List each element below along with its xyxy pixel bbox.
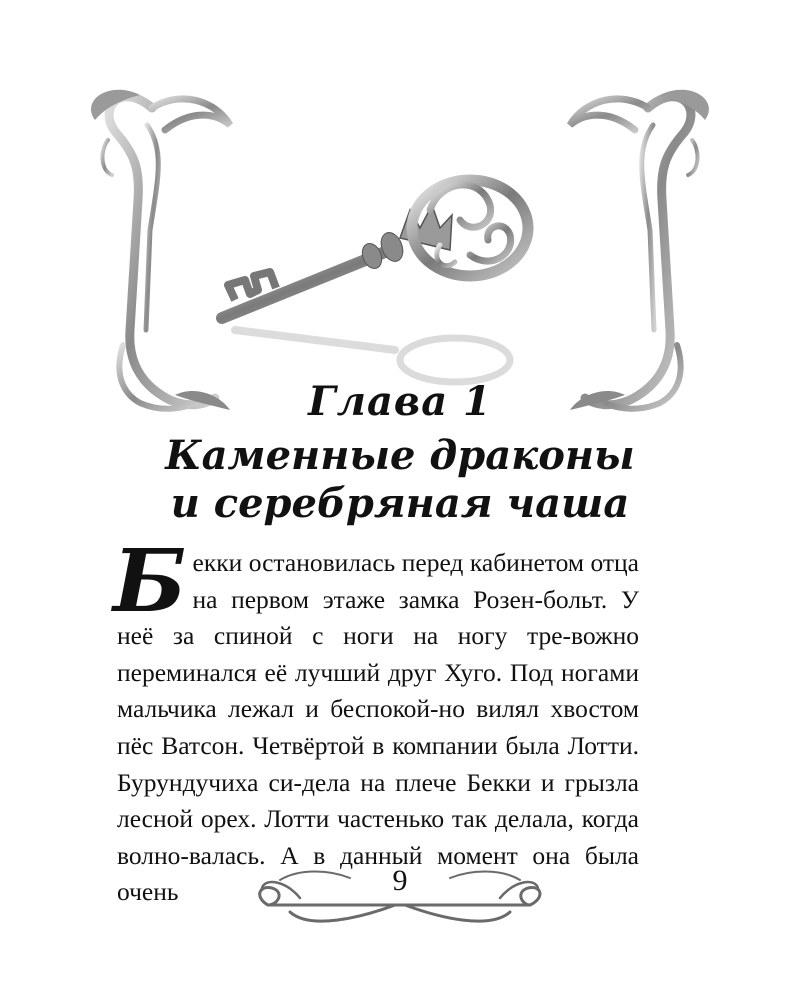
page-number: 9 — [392, 864, 408, 897]
drop-cap: Б — [113, 531, 187, 632]
chapter-title-line-1: Каменные драконы — [165, 432, 635, 479]
chapter-label: Глава 1 — [308, 378, 492, 425]
chapter-title-line-2: и серебряная чаша — [170, 480, 630, 527]
body-text: екки остановилась перед кабинетом отца на первом этаже замка Розен-больт. У неё за спиной с ноги на ногу тре-вожно переминался её лучший друг Хуго. Под ногами мальчика лежал и беспокой-но вилял хвостом пёс Ватсон. Четвёртой в компании была Лотти. Бурундучиха си-дела на плече Бекки и грызла лесной орех. Лотти частенько так делала, когда волно-валась. А в данный момент она была очень — [117, 548, 639, 907]
